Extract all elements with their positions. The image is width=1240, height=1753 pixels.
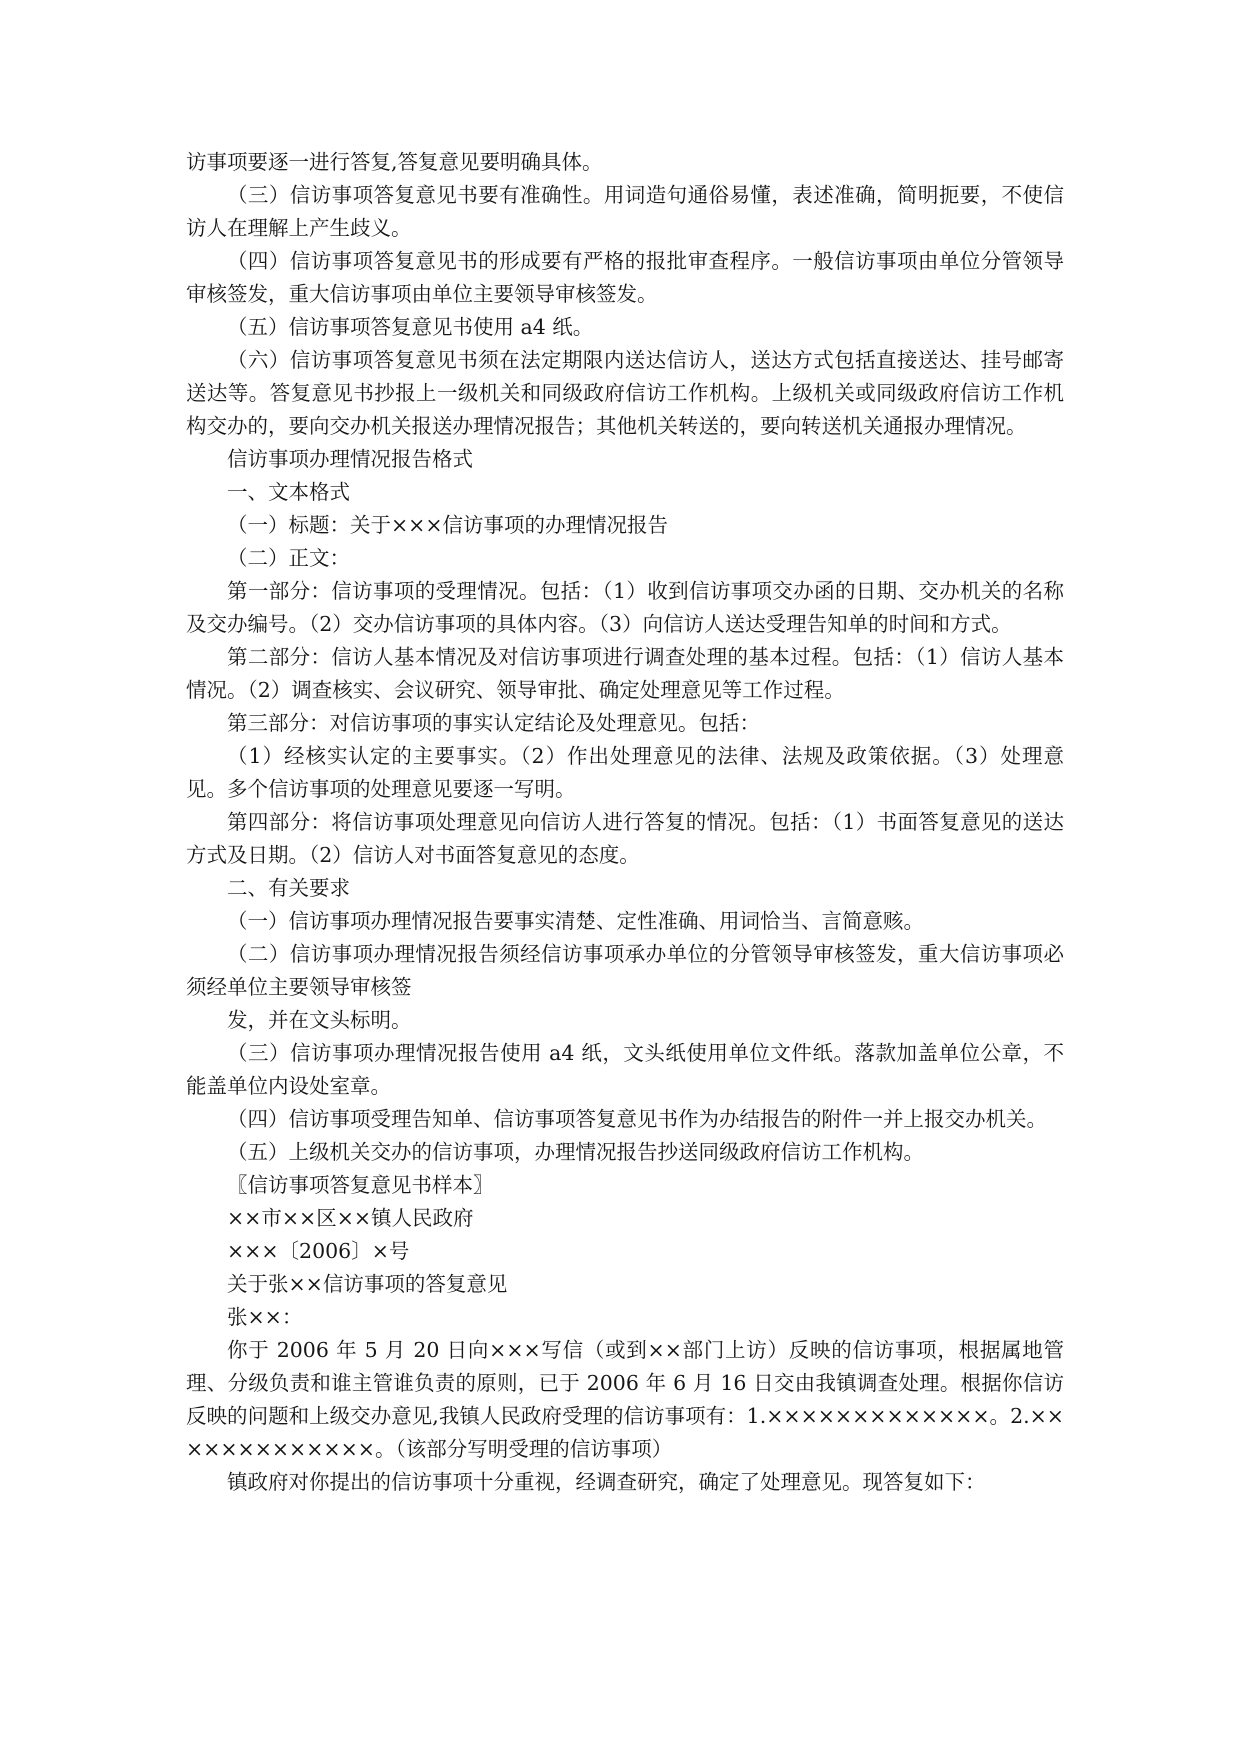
paragraph: （1）经核实认定的主要事实。（2）作出处理意见的法律、法规及政策依据。（3）处理意见。多个信访事项的处理意见要逐一写明。 bbox=[186, 744, 1064, 801]
paragraph: 访事项要逐一进行答复,答复意见要明确具体。 bbox=[186, 150, 603, 174]
paragraph: （一）标题：关于×××信访事项的办理情况报告 bbox=[227, 513, 669, 537]
section-heading: 信访事项办理情况报告格式 bbox=[227, 447, 473, 471]
paragraph: （三）信访事项办理情况报告使用 a4 纸，文头纸使用单位文件纸。落款加盖单位公章，不能盖单位内设处室章。 bbox=[186, 1041, 1064, 1098]
paragraph: （三）信访事项答复意见书要有准确性。用词造句通俗易懂，表述准确，简明扼要，不使信访人在理解上产生歧义。 bbox=[186, 183, 1064, 240]
paragraph: 第四部分：将信访事项处理意见向信访人进行答复的情况。包括：（1）书面答复意见的送达方式及日期。（2）信访人对书面答复意见的态度。 bbox=[186, 810, 1064, 867]
paragraph: （四）信访事项受理告知单、信访事项答复意见书作为办结报告的附件一并上报交办机关。 bbox=[227, 1107, 1047, 1131]
paragraph: 镇政府对你提出的信访事项十分重视，经调查研究，确定了处理意见。现答复如下： bbox=[227, 1470, 986, 1494]
paragraph: 你于 2006 年 5 月 20 日向×××写信（或到××部门上访）反映的信访事项，根据属地管理、分级负责和谁主管谁负责的原则，已于 2006 年 6 月 16 日交由我镇调查处理。根据你信访反映的问题和上级交办意见,我镇人民政府受理的信访事项有：1.×××××××××××××。2.×××××××××××××。（该部分写明受理的信访事项） bbox=[186, 1338, 1064, 1461]
paragraph: （一）信访事项办理情况报告要事实清楚、定性准确、用词恰当、言简意赅。 bbox=[227, 909, 924, 933]
paragraph: （五）上级机关交办的信访事项，办理情况报告抄送同级政府信访工作机构。 bbox=[227, 1140, 924, 1164]
paragraph: 发，并在文头标明。 bbox=[227, 1008, 412, 1032]
section-heading: 二、有关要求 bbox=[227, 876, 350, 900]
sample-doc-number: ×××〔2006〕×号 bbox=[227, 1239, 410, 1263]
paragraph: （二）信访事项办理情况报告须经信访事项承办单位的分管领导审核签发，重大信访事项必须经单位主要领导审核签 bbox=[186, 942, 1064, 999]
paragraph: （六）信访事项答复意见书须在法定期限内送达信访人，送达方式包括直接送达、挂号邮寄送达等。答复意见书抄报上一级机关和同级政府信访工作机构。上级机关或同级政府信访工作机构交办的，要向交办机关报送办理情况报告；其他机关转送的，要向转送机关通报办理情况。 bbox=[186, 348, 1064, 438]
paragraph: 第一部分：信访事项的受理情况。包括：（1）收到信访事项交办函的日期、交办机关的名称及交办编号。（2）交办信访事项的具体内容。（3）向信访人送达受理告知单的时间和方式。 bbox=[186, 579, 1064, 636]
document-body bbox=[186, 146, 1064, 1499]
paragraph: （四）信访事项答复意见书的形成要有严格的报批审查程序。一般信访事项由单位分管领导审核签发，重大信访事项由单位主要领导审核签发。 bbox=[186, 249, 1064, 306]
paragraph: 第二部分：信访人基本情况及对信访事项进行调查处理的基本过程。包括：（1）信访人基本情况。（2）调查核实、会议研究、领导审批、确定处理意见等工作过程。 bbox=[186, 645, 1064, 702]
sample-title: 〖信访事项答复意见书样本〗 bbox=[227, 1173, 494, 1197]
sample-issuer: ××市××区××镇人民政府 bbox=[227, 1206, 474, 1230]
sample-subject: 关于张××信访事项的答复意见 bbox=[227, 1272, 508, 1296]
section-heading: 一、文本格式 bbox=[227, 480, 350, 504]
paragraph: 第三部分：对信访事项的事实认定结论及处理意见。包括： bbox=[227, 711, 760, 735]
sample-salutation: 张××： bbox=[227, 1305, 303, 1329]
paragraph: （二）正文： bbox=[227, 546, 350, 570]
paragraph: （五）信访事项答复意见书使用 a4 纸。 bbox=[227, 315, 594, 339]
